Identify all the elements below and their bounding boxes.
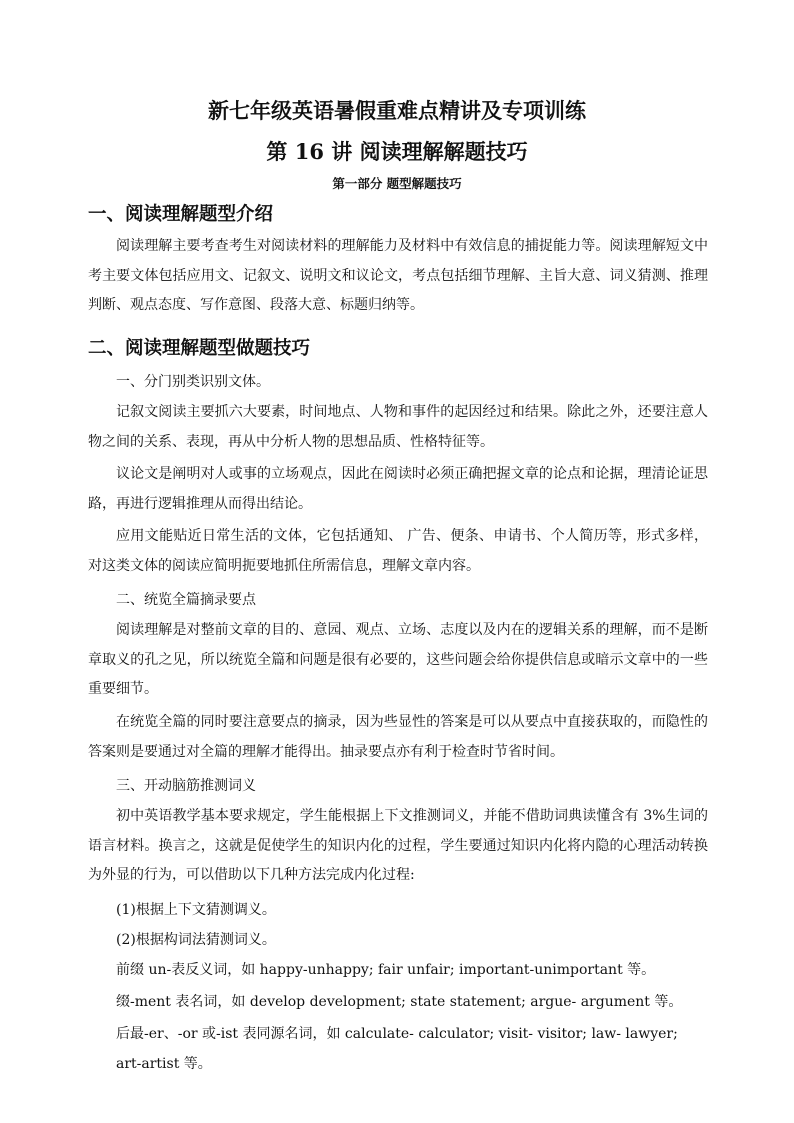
list-item-context: (1)根据上下文猜测调义。 [116, 902, 276, 918]
paragraph-practical: 应用文能贴近日常生活的文体，它包括通知、 广告、便条、申请书、个人简历等，形式多样，对这类文体的阅读应简明扼要地抓住所需信息，理解文章内容。 [88, 528, 708, 574]
intro-paragraph: 阅读理解主要考查考生对阅读材料的理解能力及材料中有效信息的捕捉能力等。阅读理解短文中考主要文体包括应用文、记叙文、说明文和议论文，考点包括细节理解、主旨大意、词义猜测、推理判断、观点态度、写作意图、段落大意、标题归纳等。 [88, 238, 708, 313]
paragraph-narrative: 记叙文阅读主要抓六大要素，时间地点、人物和事件的起因经过和结果。除此之外，还要注意人物之间的关系、表现，再从中分析人物的思想品质、性格特征等。 [88, 404, 708, 450]
paragraph-argumentative: 议论文是阐明对人或事的立场观点，因此在阅读时必须正确把握文章的论点和论据，理清论证思路，再进行逻辑推理从而得出结论。 [88, 466, 708, 512]
main-title: 新七年级英语暑假重难点精讲及专项训练 [208, 98, 586, 123]
part-title: 第一部分 题型解题技巧 [332, 176, 462, 191]
example-prefix: 前缀 un-表反义词，如 happy-unhappy; fair unfair; important-unimportant 等。 [116, 962, 656, 978]
example-suffix-er: 后最-er、-or 或-ist 表同源名词，如 calculate- calculator; visit- visitor; law- lawyer; art-artist 等。 [116, 1026, 678, 1072]
list-item-word-formation: (2)根据构词法猜测词义。 [116, 932, 276, 948]
lecture-title: 第 16 讲 阅读理解解题技巧 [266, 139, 528, 164]
subheading-genre: 一、分门别类识别文体。 [116, 374, 270, 390]
section-heading-techniques: 二、阅读理解题型做题技巧 [88, 338, 311, 359]
paragraph-guess-words: 初中英语教学基本要求规定，学生能根据上下文推测词义，并能不借助词典读懂含有 3%生词的语言材料。换言之，这就是促使学生的知识内化的过程，学生要通过知识内化将内隐的心理活动转换为外显的行为，可以借助以下几种方法完成内化过程: [88, 808, 708, 883]
section-heading-intro: 一、阅读理解题型介绍 [88, 204, 274, 225]
example-suffix-ment: 缀-ment 表名词，如 develop development; state statement; argue- argument 等。 [116, 994, 683, 1010]
paragraph-key-points: 在统览全篇的同时要注意要点的摘录，因为些显性的答案是可以从要点中直接获取的，而隐性的答案则是要通过对全篇的理解才能得出。抽录要点亦有利于检查时节省时间。 [88, 714, 708, 760]
paragraph-overview: 阅读理解是对整前文章的目的、意园、观点、立场、志度以及内在的逻辑关系的理解，而不是断章取义的孔之见，所以统览全篇和问题是很有必要的，这些问题会给你提供信息或暗示文章中的一些重要细节。 [88, 622, 708, 697]
subheading-guess-words: 三、开动脑筋推测词义 [116, 778, 256, 794]
subheading-overview: 二、统览全篇摘录要点 [116, 592, 256, 608]
